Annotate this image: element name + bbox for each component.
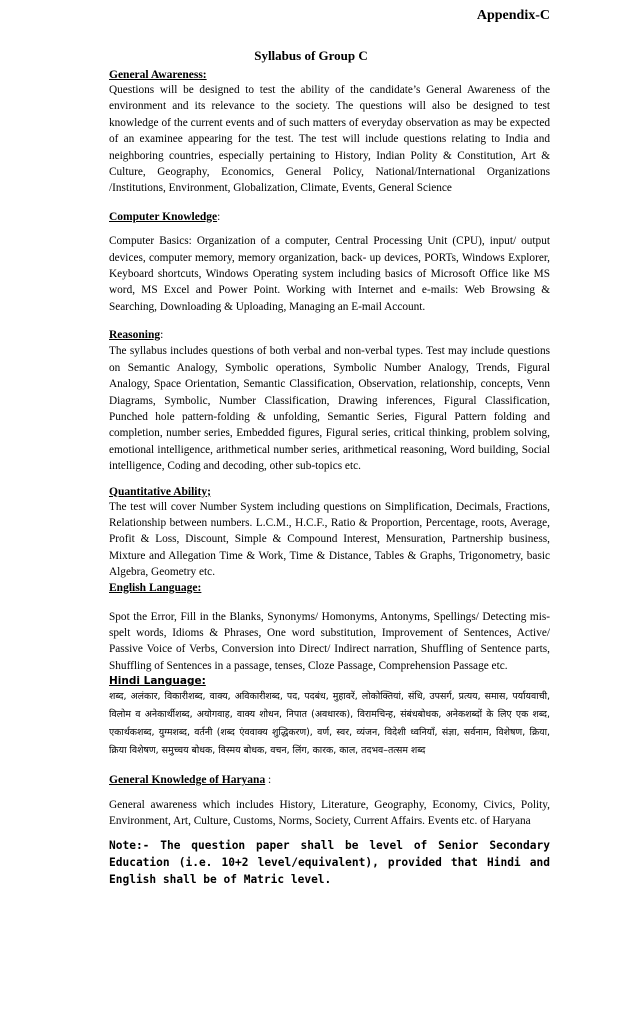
section-computer-knowledge	[109, 207, 550, 315]
section-body: The syllabus includes questions of both verbal and non-verbal types. Test may include questions on Semantic Analogy, Symbolic operations, Symbolic Number Analogy, Trends, Figural Analogy, Space Orientation, Semantic Classification, Observation, relationship, concepts, Venn Diagrams, Symbolic, Number Classification, Drawing inferences, Figural Classification, Punched hole pattern-folding & unfolding, Semantic Series, Figural Pattern folding and completion, number series, Embedded figures, Figural series, critical thinking, problem solving, emotional intelligence, arithmetical number series, arithmetical reasoning, Word building, Social intelligence, Coding and decoding, other sub-topics etc.	[109, 345, 550, 473]
section-heading: English Language:	[109, 581, 202, 594]
heading-colon: :	[217, 210, 221, 223]
appendix-label: Appendix-C	[476, 8, 550, 23]
section-heading: Computer Knowledge	[109, 210, 218, 223]
note-text: Note:- The question paper shall be level of Senior Secondary Education (i.e. 10+2 level/equivalent), provided that Hindi and English shall be of Matric level.	[109, 839, 550, 887]
section-english-language	[109, 581, 550, 675]
section-reasoning	[109, 325, 550, 474]
section-body: Spot the Error, Fill in the Blanks, Synonyms/ Homonyms, Antonyms, Spellings/ Detecting mis-spelt words, Idioms & Phrases, One word substitution, Improvement of Sentences, Active/ Passive Voice of Verbs, Conversion into Direct/ Indirect narration, Shuffling of Sentence parts, Shuffling of Sentences in a passage, tenses, Cloze Passage, Comprehension Passage etc.	[109, 610, 550, 672]
section-heading: Reasoning	[109, 329, 161, 342]
section-general-awareness	[109, 68, 550, 197]
section-heading: Quantitative Ability;	[109, 485, 211, 498]
section-heading: Hindi Language:	[109, 675, 206, 688]
section-hindi-language	[109, 674, 550, 760]
section-haryana-gk	[109, 770, 550, 829]
page-title: Syllabus of Group C	[254, 48, 368, 63]
heading-colon: :	[265, 774, 272, 787]
heading-colon: :	[160, 329, 164, 342]
section-body: The test will cover Number System including questions on Simplification, Decimals, Fractions, Relationship between numbers. L.C.M., H.C.F., Ratio & Proportion, Percentage, roots, Average, Profit & Loss, Discount, Simple & Compound Interest, Mensuration, Partnership business, Mixture and Allegation Time & Work, Time & Distance, Tables & Graphs, Trigonometry, basic Algebra, Geometry etc.	[109, 500, 550, 579]
section-quantitative-ability	[109, 485, 550, 581]
section-body: Questions will be designed to test the ability of the candidate’s General Awareness of the environment and its relevance to the society. The questions will also be designed to test knowledge of the current events and of such matters of everyday observation as may be expected of an examinee appearing for the test. The test will include questions relating to India and neighboring countries, especially pertaining to History, Indian Polity & Constitution, Art & Culture, Geography, Economics, General Policy, National/International Organizations /Institutions, Environment, Globalization, Climate, Events, General Science	[109, 84, 550, 195]
section-body: General awareness which includes History, Literature, Geography, Economy, Civics, Polity, Environment, Art, Culture, Customs, Norms, Society, Current Affairs. Events etc. of Haryana	[109, 798, 550, 827]
syllabus-content	[109, 68, 550, 888]
section-heading: General Awareness:	[109, 69, 207, 81]
section-body: शब्द, अलंकार, विकारीशब्द, वाक्य, अविकारीशब्द, पद, पदबंध, मुहावरें, लोकोक्तियां, संधि, उपसर्ग, प्रत्यय, समास, पर्यायवाची, विलोम व अनेकार्थीशब्द, अयोगवाह, वाक्य शोधन, निपात (अवधारक), विरामचिन्ह, संबंधबोधक, अनेकशब्दों के लिए एक शब्द, एकार्थकशब्द, युग्मशब्द, वर्तनी (शब्द एंववाक्य शुद्धिकरण), वर्ण, स्वर, व्यंजन, विदेशी ध्वनियाँ, संज्ञा, सर्वनाम, विशेषण, क्रिया, क्रिया विशेषण, समुच्चय बोधक, विस्मय बोधक, वचन, लिंग, कारक, काल, तदभव–तत्सम शब्द	[109, 691, 550, 757]
section-body: Computer Basics: Organization of a computer, Central Processing Unit (CPU), input/ output devices, computer memory, memory organization, back- up devices, PORTs, Windows Explorer, Keyboard shortcuts, Windows Operating system including basics of Microsoft Office like MS word, MS Excel and Power Point. Working with Internet and e-mails: Web Browsing & Searching, Downloading & Uploading, Managing an E-mail Account.	[109, 235, 550, 313]
section-heading: General Knowledge of Haryana	[109, 774, 266, 787]
